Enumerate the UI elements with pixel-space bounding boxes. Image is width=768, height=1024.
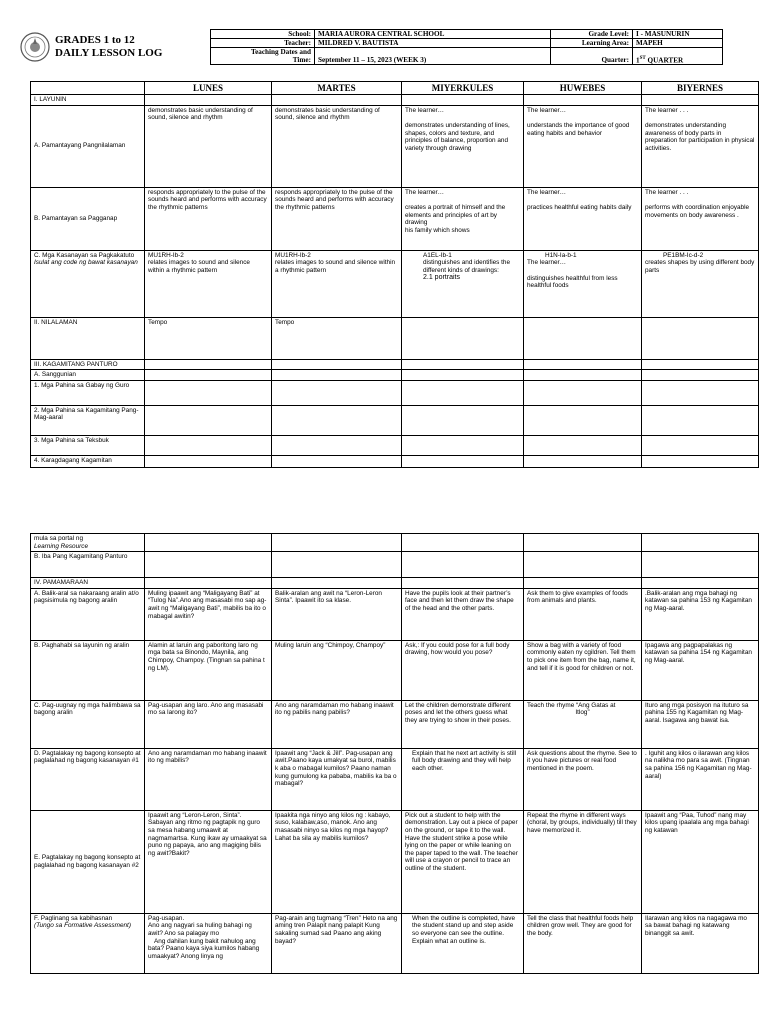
portal-label-line-2: Learning Resource [34,542,88,550]
grade-label: Grade Level: [551,30,633,39]
kasanayan-label: C. Mga Kasanayan sa Pagkakatuto [34,251,135,259]
a-miy-intro: The learner… [405,106,445,114]
pagtalakay-1-label: D. Pagtalakay ng bagong konsepto at paglalahad ng bagong kasanayan #1 [31,748,145,810]
cell-balik-aral-huwebes: Ask them to give examples of foods from animals and plants. [524,588,642,640]
cell-c-biyernes [642,250,759,317]
page-two [0,530,768,1024]
area-label: Learning Area: [551,39,633,48]
pagtalakay-2-row [31,810,759,913]
cell-pag-uugnay-biyernes: Ituro ang mga posisyon na ituturo sa pahina 155 ng Kagamitan ng Mag-aaral. Isagawa ang bawat isa. [642,700,759,748]
b-huw-intro: The learner… [527,188,567,196]
cell-pagtalakay-2-lunes: Ipaawit ang “Leron-Leron, Sinta”. Sabayan ang ritmo ng pagtapik ng guro sa mesa habang umaawit at nagmamartsa. Kung ikaw ay umaakyat sa puno ng papaya, ano ang magiging bilis ng awit?Bakit? [145,810,272,913]
portal-label-line-1: mula sa portal ng [34,535,84,542]
cell-pagtalakay-2-huwebes: Repeat the rhyme in different ways (choral, by groups, individually) till they have memorized it. [524,810,642,913]
cell-pagtalakay-2-martes: Ipaakita nga ninyo ang kilos ng : kabayo, suso, kalabaw,aso, manok. Ano ang masasabi ninyo sa kilos ng mga hayop? Lahat ba sila ay mabilis kumilos? [272,810,402,913]
karagdagang-kagamitan-row [31,455,759,467]
dates-label-line-2: Time: [292,56,311,64]
c-lunes-code: MU1RH-Ib-2 [148,251,184,259]
b-biy-intro: The learner . . . [645,188,689,196]
cell-pagtalakay-2-miyerkules: Pick out a student to help with the demonstration. Lay out a piece of paper on the ground, or tape it to the wall. Have the student strike a pose while lying on the paper or while leaning on the paper taped to the wall. The teacher will use a crayon or pencil to trace an outline of the student. [402,810,524,913]
cell-pagtalakay-1-lunes: Ano ang naramdaman mo habang inaawit ito ng mabilis? [145,748,272,810]
cell-a-huwebes [524,105,642,187]
paglinang-lunes-line-2: Ano ang nagyari sa huling bahagi ng awit? Ano sa palagay mo [148,922,252,937]
dates-label-line-1: Teaching Dates and [250,48,311,56]
page-one [0,0,768,490]
lesson-table-page-1 [30,81,759,468]
c-martes-text: relates images to sound and silence within a rhythmic pattern [275,259,396,274]
gabay-ng-guro-row [31,380,759,405]
b-huw-text: practices healthful eating habits daily [527,204,632,212]
cell-paglinang-lunes [145,913,272,973]
c-huw-intro: The learner… [527,259,567,267]
cell-paghahabi-lunes: Alamin at laruin ang paboritong laro ng mga bata sa Binondo, Maynila, ang Chimpoy, Champoy. (Tingnan sa pahina t ng LM). [145,640,272,700]
paglinang-row [31,913,759,973]
cell-pagtalakay-2-biyernes: Ipaawit ang “Paa, Tuhod” nang may kilos upang ipaalala ang mga bahagi ng katawan [642,810,759,913]
rhyme-title-line-2: Itlog” [575,709,590,717]
row-label-pangnilalaman: A. Pamantayang Pangnilalaman [31,105,145,187]
cell-b-martes: responds appropriately to the pulse of the sounds heard and performs with accuracy the rhythmic patterns [272,187,402,250]
cell-c-miyerkules [402,250,524,317]
pag-uugnay-label: C. Pag-uugnay ng mga halimbawa sa bagong aralin [31,700,145,748]
cell-pag-uugnay-martes: Ano ang naramdaman mo habang inaawit ito ng pabilis nang pabilis? [272,700,402,748]
grade-value: I - MASUNURIN [633,30,723,39]
paglinang-lunes-line-1: Pag-usapan. [148,914,185,922]
a-miy-text: demonstrates understanding of lines, shapes, colors and texture, and principles of balance, proportion and variety through drawing [405,122,510,152]
school-value: MARIA AURORA CENTRAL SCHOOL [315,30,551,39]
c-martes-code: MU1RH-Ib-2 [275,251,311,259]
quarter-label: Quarter: [551,48,633,65]
a-biy-intro: The learner . . . [645,106,689,114]
cell-balik-aral-martes: Balik-aralan ang awit na “Leron-Leron Sinta”. Ipaawit ito sa klase. [272,588,402,640]
quarter-superscript: ST [639,55,646,61]
cell-a-martes: demonstrates basic understanding of sound, silence and rhythm [272,105,402,187]
cell-pagtalakay-1-huwebes: Ask questions about the rhyme. See to it you have pictures or real food mentioned in the poem. [524,748,642,810]
cell-a-lunes: demonstrates basic understanding of sound, silence and rhythm [145,105,272,187]
c-lunes-text: relates images to sound and silence within a rhythmic pattern [148,259,250,274]
school-label: School: [211,30,315,39]
c-biy-text: creates shapes by using different body parts [645,259,755,274]
paglinang-label-note: (Tungo sa Formative Assessment) [34,922,131,930]
teksbuk-row [31,435,759,455]
corner-cell [31,82,145,95]
paglinang-label [31,913,145,973]
pamantayang-pangnilalaman-row [31,105,759,187]
cell-pag-uugnay-huwebes [524,700,642,748]
layunin-row [31,95,759,106]
pamantayan-sa-pagganap-row [31,187,759,250]
portal-row [31,534,759,552]
kagamitang-pang-mag-aaral-label: 2. Mga Pahina sa Kagamitang Pang-Mag-aaral [31,405,145,435]
cell-pagtalakay-1-martes: Ipaawit ang “Jack & Jill”. Pag-usapan ang awit.Paano kaya umakyat sa burol, mabilis k aba o mabagal kumilos? Paano naman kung gumulong ka pababa, mabilis ka ba o mabagal? [272,748,402,810]
day-header-miyerkules: MIYERKULES [402,82,524,95]
pamamaraan-row [31,578,759,589]
paghahabi-label: B. Paghahabi sa layunin ng aralin [31,640,145,700]
cell-nilalaman-lunes: Tempo [145,317,272,359]
cell-a-miyerkules [402,105,524,187]
quarter-text: QUARTER [645,56,684,64]
cell-balik-aral-biyernes: .Balik-aralan ang mga bahagi ng katawan sa pahina 153 ng Kagamitan ng Mag-aaral. [642,588,759,640]
c-miy-text: distinguishes and identifies the different kinds of drawings: [423,259,511,274]
rhyme-title-line-1: Teach the rhyme “Ang Gatas at [527,701,616,709]
cell-pagtalakay-1-biyernes: . Iguhit ang kilos o ilarawan ang kilos na nalikha mo para sa awit. (Tingnan sa pahina 156 ng Kagamitan ng Mag-aaral) [642,748,759,810]
title-line-1: GRADES 1 to 12 [55,34,135,46]
kagamitang-panturo-row [31,359,759,370]
cell-balik-aral-lunes: Muling ipaawit ang “Maligayang Bati” at “Tulog Na”.Ano ang masasabi mo sap ag-awit ng “Maligayang Bati”, mabilis ba ito o mabagal awitin? [145,588,272,640]
pag-uugnay-row [31,700,759,748]
cell-a-biyernes [642,105,759,187]
cell-balik-aral-miyerkules: Have the pupils look at their partner’s face and then let them draw the shape of the head and the other parts. [402,588,524,640]
section-kagamitang-panturo: III. KAGAMITANG PANTURO [31,359,145,370]
balik-aral-label: A. Balik-aral sa nakaraang aralin at/o pagsisimula ng bagong aralin [31,588,145,640]
teksbuk-label: 3. Mga Pahina sa Teksbuk [31,435,145,455]
day-header-biyernes: BIYERNES [642,82,759,95]
deped-seal-icon [20,32,50,62]
cell-nilalaman-martes: Tempo [272,317,402,359]
balik-aral-row [31,588,759,640]
cell-paglinang-huwebes: Tell the class that healthful foods help children grow well. They are good for the body. [524,913,642,973]
cell-paghahabi-huwebes: Show a bag with a variety of food commonly eaten ny cgildren. Tell them to pick one item from the bag, name it, and tell if it is good for children or not. [524,640,642,700]
day-header-row [31,82,759,95]
mga-kasanayan-row [31,250,759,317]
section-pamamaraan: IV. PAMAMARAAN [31,578,145,589]
cell-paglinang-biyernes: Ilarawan ang kilos na nagagawa mo sa bawat bahagi ng katawang binanggit sa awit. [642,913,759,973]
a-biy-text: demonstrates understanding awareness of body parts in preparation for participation in physical activities. [645,122,755,152]
nilalaman-row [31,317,759,359]
cell-c-huwebes [524,250,642,317]
c-miy-portraits: 2.1 portraits [423,274,460,282]
b-miy-intro: The learner… [405,188,445,196]
section-nilalaman: II. NILALAMAN [31,317,145,359]
cell-paghahabi-biyernes: Ipagawa ang pagpapalakas ng katawan sa pahina 154 ng Kagamitan ng Mag-aaral. [642,640,759,700]
quarter-value [633,48,723,65]
row-label-kasanayan [31,250,145,317]
day-header-lunes: LUNES [145,82,272,95]
cell-paghahabi-miyerkules: Ask,: If you could pose for a full body drawing, how would you pose? [402,640,524,700]
a-huw-intro: The learner… [527,106,567,114]
teacher-label: Teacher: [211,39,315,48]
c-biy-code: PE1BM-Ic-d-2 [663,251,704,259]
kagamitang-pang-mag-aaral-row [31,405,759,435]
cell-pag-uugnay-lunes: Pag-usapan ang laro. Ano ang masasabi mo sa larong ito? [145,700,272,748]
section-layunin: I. LAYUNIN [31,95,145,106]
b-miy-text-2: his family which shows [405,226,470,234]
cell-c-martes [272,250,402,317]
sanggunian-label: A. Sanggunian [31,370,145,381]
cell-c-lunes [145,250,272,317]
cell-b-lunes: responds appropriately to the pulse of the sounds heard and performs with accuracy the rhythmic patterns [145,187,272,250]
pagtalakay-1-row [31,748,759,810]
paglinang-lunes-line-3: Ang dahilan kung bakit nahulog ang bata? Paano kaya siya kumilos habang umaakyat? Anong linya ng [148,937,260,960]
b-miy-text: creates a portrait of himself and the elements and principles of art by drawing [405,204,506,227]
area-value: MAPEH [633,39,723,48]
document-title [55,34,162,60]
portal-label [31,534,145,552]
day-header-huwebes: HUWEBES [524,82,642,95]
info-table [210,29,723,65]
day-header-martes: MARTES [272,82,402,95]
a-huw-text: understands the importance of good eating habits and behavior [527,122,630,137]
pagtalakay-2-label: E. Pagtalakay ng bagong konsepto at paglalahad ng bagong kasanayan #2 [31,810,145,913]
cell-pag-uugnay-miyerkules: Let the children demonstrate different poses and let the others guess what they are trying to show in their poses. [402,700,524,748]
gabay-ng-guro-label: 1. Mga Pahina sa Gabay ng Guro [31,380,145,405]
cell-paglinang-miyerkules: When the outline is completed, have the student stand up and step aside so everyone can see the outline. Explain what an outline is. [402,913,524,973]
paghahabi-row [31,640,759,700]
dates-label [211,48,315,65]
cell-paghahabi-martes: Muling laruin ang “Chimpoy, Champoy” [272,640,402,700]
cell-paglinang-martes: Pag-arain ang tugmang “Tren” Heto na ang aming tren Palapit nang palapit Kung sakaling sumad sad Paano ang aking bayad? [272,913,402,973]
title-line-2: DAILY LESSON LOG [55,47,163,59]
lesson-table-page-2 [30,533,759,974]
c-huw-code: H1N-Ia-b-1 [545,251,577,259]
dates-value: September 11 – 15, 2023 (WEEK 3) [315,48,551,65]
iba-pang-kagamitang-label: B. Iba Pang Kagamitang Panturo [31,552,145,578]
b-biy-text: performs with coordination enjoyable movements on body awareness . [645,204,750,219]
karagdagang-kagamitan-label: 4. Karagdagang Kagamitan [31,455,145,467]
sanggunian-row [31,370,759,381]
iba-pang-kagamitang-row [31,552,759,578]
c-huw-text: distinguishes healthful from less healthful foods [527,274,618,290]
cell-b-huwebes [524,187,642,250]
quarter-number: 1 [636,56,640,64]
c-miy-code: A1EL-Ib-1 [423,251,452,259]
cell-pagtalakay-1-miyerkules: Explain that he next art activity is still full body drawing and they will help each other. [402,748,524,810]
paglinang-label-main: F. Paglinang sa kabihasnan [34,914,113,922]
teacher-value: MILDRED V. BAUTISTA [315,39,551,48]
kasanayan-note: Isulat ang code ng bawat kasanayan [34,259,138,267]
cell-b-biyernes [642,187,759,250]
cell-b-miyerkules [402,187,524,250]
row-label-pagganap: B. Pamantayan sa Pagganap [31,187,145,250]
